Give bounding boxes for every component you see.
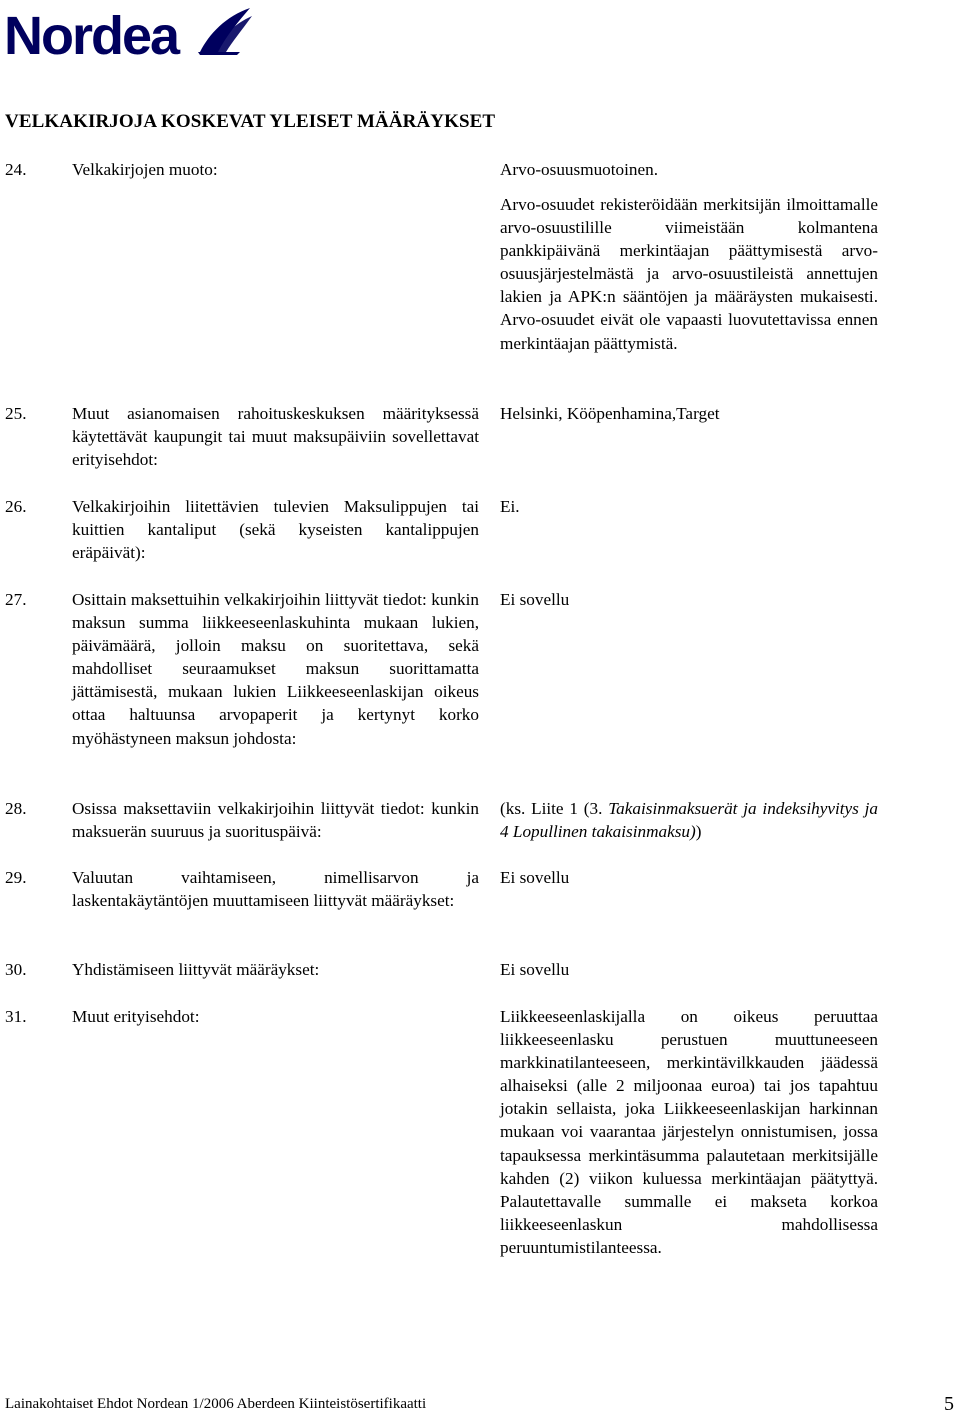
item-number: 28. — [5, 799, 27, 818]
item-value: Liikkeeseenlaskijalla on oikeus peruuttaa liikkeeseenlasku perustuen muuttuneeseen markkinatilanteeseen, merkintävilkkauden jäädessä alhaiseksi (alle 2 miljoonaa euroa) tai jos tapahtuu jotakin sellaista, joka Liikkeeseenlaskijan harkinnan mukaan voi vaarantaa järjestelyn onnistumisen, jossa tapauksessa merkintäsumma palautetaan merkitsijälle kahden (2) viikon kuluessa merkintäajan päätyttyä. Palautettavalle summalle ei makseta korkoa liikkeeseenlaskun mahdollisessa peruuntumistilanteessa. — [500, 1007, 878, 1257]
value-end: ) — [695, 822, 702, 842]
item-value: Arvo-osuusmuotoinen. — [500, 160, 659, 179]
nordea-logo — [4, 2, 254, 62]
item-label: Velkakirjoihin liitettävien tulevien Maksulippujen tai kuittien kantaliput (sekä kyseisten kantalippujen eräpäivät): — [72, 497, 479, 563]
item-label: Yhdistämiseen liittyvät määräykset: — [72, 960, 320, 979]
item-number: 29. — [5, 868, 27, 887]
item-label: Muut erityisehdot: — [72, 1007, 200, 1026]
item-value: Ei. — [500, 497, 520, 516]
sail-icon — [198, 8, 252, 55]
value-plain: (ks. Liite 1 (3. — [500, 799, 603, 818]
item-number: 24. — [5, 160, 27, 179]
value-italic: Takaisinmaksuerät ja indeksihyvitys ja 4 Lopullinen takaisinmaksu) — [500, 799, 879, 842]
item-label: Muut asianomaisen rahoituskeskuksen määrityksessä käytettävät kaupungit tai muut maksupäiviin sovellettavat erityisehdot: — [72, 404, 479, 470]
item-label: Osittain maksettuihin velkakirjoihin liittyvät tiedot: kunkin maksun summa liikkeeseenlaskuhinta mukaan lukien, päivämäärä, jolloin maksu on suoritettava, sekä mahdolliset seuraamukset maksun suorittamatta jättämisestä, mukaan lukien Liikkeeseenlaskijan oikeus ottaa haltuunsa arvopaperit ja kertynyt korko myöhästyneen maksun johdosta: — [72, 590, 479, 748]
item-number: 25. — [5, 404, 27, 423]
item-number: 26. — [5, 497, 27, 516]
item-label: Osissa maksettaviin velkakirjoihin liittyvät tiedot: kunkin maksuerän suuruus ja suorituspäivä: — [72, 799, 479, 842]
footer-text: Lainakohtaiset Ehdot Nordean 1/2006 Aberdeen Kiinteistösertifikaatti — [5, 1396, 427, 1412]
item-value: Ei sovellu — [500, 590, 570, 609]
item-value: Helsinki, Kööpenhamina,Target — [500, 404, 720, 423]
item-number: 27. — [5, 590, 27, 609]
item-number: 30. — [5, 960, 27, 979]
item-value: Ei sovellu — [500, 960, 570, 979]
item-24-paragraph: Arvo-osuudet rekisteröidään merkitsijän ilmoittamalle arvo-osuustilille viimeistään kolmantena pankkipäivänä merkintäajan päättymisestä arvo-osuusjärjestelmästä ja arvo-osuustileistä annettujen lakien ja APK:n sääntöjen ja määräysten mukaisesti. Arvo-osuudet eivät ole vapaasti luovutettavissa ennen merkintäajan päättymistä. — [500, 195, 878, 353]
item-label: Velkakirjojen muoto: — [72, 160, 218, 179]
item-number: 31. — [5, 1007, 27, 1026]
item-value — [500, 797, 878, 843]
page-number: 5 — [944, 1393, 954, 1415]
section-heading: VELKAKIRJOJA KOSKEVAT YLEISET MÄÄRÄYKSET — [5, 111, 496, 132]
logo-wordmark: Nordea — [4, 6, 179, 62]
item-value: Ei sovellu — [500, 868, 570, 887]
item-label: Valuutan vaihtamiseen, nimellisarvon ja laskentakäytäntöjen muuttamiseen liittyvät määräykset: — [72, 868, 479, 911]
